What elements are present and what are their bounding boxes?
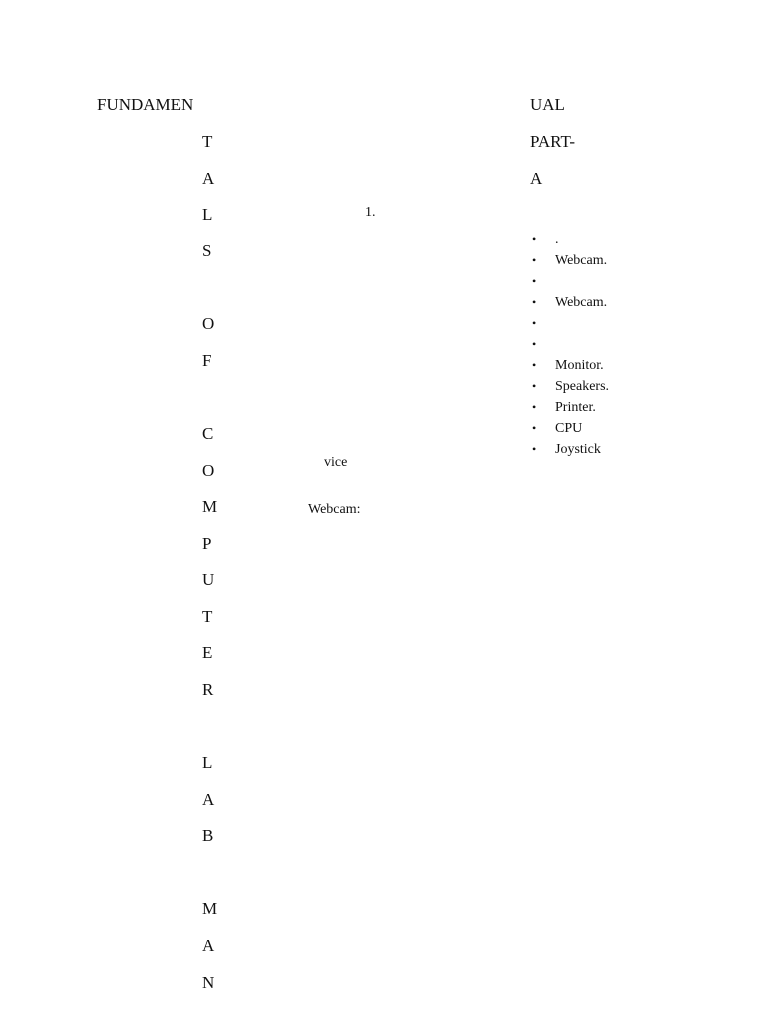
title-letter: T [202, 132, 213, 151]
title-letter: A [202, 169, 215, 188]
title-letter: O [202, 314, 215, 333]
bullet-icon: • [532, 232, 537, 246]
title-fragment-part: PART- [530, 132, 575, 151]
list-item [532, 334, 609, 355]
list-item [532, 250, 609, 271]
bullet-icon: • [532, 337, 537, 351]
list-item-text: Speakers. [555, 379, 610, 394]
title-letter: B [202, 826, 214, 845]
title-letter: M [202, 497, 218, 516]
list-item-text: Webcam. [555, 295, 608, 310]
list-item-text: Joystick [555, 442, 601, 457]
list-item [532, 229, 609, 250]
bullet-icon: • [532, 295, 537, 309]
title-letter: L [202, 205, 213, 224]
list-number: 1. [365, 205, 376, 220]
title-letter: O [202, 461, 215, 480]
bullet-icon: • [532, 253, 537, 267]
title-fragment-ual: UAL [530, 95, 565, 114]
list-item-text: Printer. [555, 400, 596, 415]
list-item [532, 439, 609, 460]
title-letter: A [202, 790, 215, 809]
bullet-icon: • [532, 316, 537, 330]
title-letter: U [202, 570, 215, 589]
bullet-icon: • [532, 442, 537, 456]
title-letter: M [202, 899, 218, 918]
list-item [532, 271, 609, 292]
list-item [532, 418, 609, 439]
list-item [532, 397, 609, 418]
bullet-icon: • [532, 358, 537, 372]
webcam-label: Webcam: [308, 502, 361, 517]
title-letter: S [202, 241, 212, 260]
bullet-icon: • [532, 400, 537, 414]
title-letter: T [202, 607, 213, 626]
bullet-icon: • [532, 379, 537, 393]
list-item [532, 313, 609, 334]
bullet-icon: • [532, 421, 537, 435]
title-letter: F [202, 351, 212, 370]
bullet-icon: • [532, 274, 537, 288]
list-item-text: CPU [555, 421, 583, 436]
list-item-text: . [555, 232, 559, 247]
list-item-text: Monitor. [555, 358, 604, 373]
title-letter: L [202, 753, 213, 772]
title-fragment-fundamen: FUNDAMEN [97, 95, 194, 114]
title-letter: E [202, 643, 213, 662]
title-letter: A [202, 936, 215, 955]
title-letter: N [202, 973, 215, 992]
list-item-text: Webcam. [555, 253, 608, 268]
list-item [532, 355, 609, 376]
list-item [532, 376, 609, 397]
title-letter: C [202, 424, 214, 443]
text-fragment-vice: vice [324, 455, 348, 470]
list-item [532, 292, 609, 313]
title-letter: R [202, 680, 214, 699]
device-bullet-list [532, 229, 609, 460]
title-letter: P [202, 534, 212, 553]
title-fragment-a: A [530, 169, 543, 188]
